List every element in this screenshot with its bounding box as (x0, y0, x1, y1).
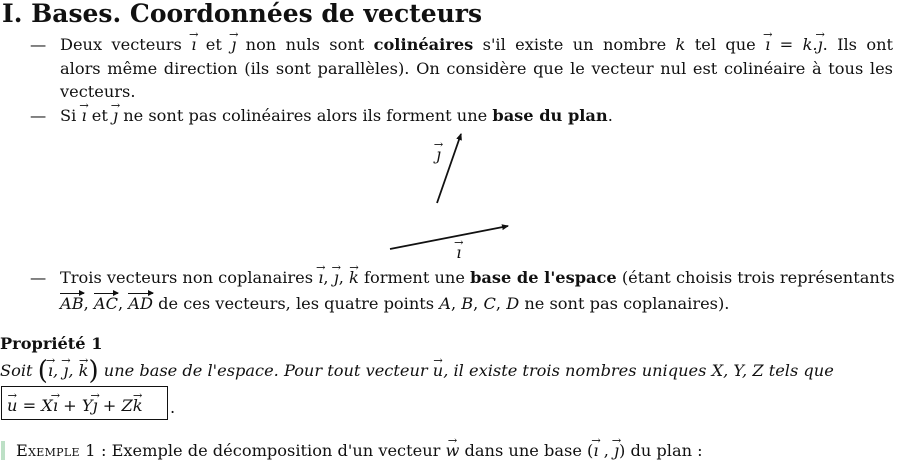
bullet-base-espace-line1: Trois vecteurs non coplanaires → ı, → ȷ, → k forment une base de l'espace (étant choisis trois représentants (60, 268, 893, 287)
vector-u: → u (433, 361, 443, 380)
section-heading (2, 0, 482, 28)
section-title: Bases. Coordonnées de vecteurs (31, 0, 483, 28)
property-title: Propriété 1 (0, 334, 103, 353)
arrow-i (390, 226, 508, 249)
vector-i: → ı (191, 35, 196, 54)
bullet-dash: — (30, 106, 47, 125)
vector-j: → ȷ (818, 35, 823, 54)
vector-k: → k (79, 361, 89, 380)
decomposition-formula: → u = X→ ı + Y→ ȷ + Z→ k (7, 396, 143, 415)
section-number: I. (2, 0, 23, 28)
vector-figure (380, 125, 520, 265)
bullet-colineaires-line1: Deux vecteurs → ı et → ȷ non nuls sont colinéaires s'il existe un nombre k tel que → ı = k.→ ȷ. Ils ont (60, 35, 893, 54)
vector-i: → ı (48, 361, 53, 380)
figure-label-i: → ı (456, 243, 461, 262)
figure-label-j: → ȷ (436, 145, 441, 164)
bullet-dash: — (30, 35, 47, 54)
vector-w: → w (446, 441, 460, 460)
term-colineaires: colinéaires (373, 35, 474, 54)
vector-i: → ı (81, 106, 86, 125)
formula-box (1, 386, 168, 420)
example-bar (1, 441, 5, 460)
property-statement: Soit (→ ı, → ȷ, → k) une base de l'espace. Pour tout vecteur → u, il existe trois nombres uniques X, Y, Z tels que (0, 356, 893, 386)
vector-AC: AC (93, 294, 118, 313)
vector-k: → k (349, 268, 359, 287)
vector-j: → ȷ (334, 268, 339, 287)
vector-j: → ȷ (63, 361, 68, 380)
bullet-base-espace-line2: AB, AC, AD de ces vecteurs, les quatre points A, B, C, D ne sont pas coplanaires). (60, 294, 730, 313)
example-label: Exemple 1 (16, 441, 96, 460)
vector-j: → ȷ (231, 35, 236, 54)
bullet-dash: — (30, 268, 47, 287)
bullet-colineaires-line3: vecteurs. (60, 82, 136, 101)
formula-dot: . (170, 398, 176, 417)
term-base-du-plan: base du plan (492, 106, 608, 125)
vector-j: → ȷ (113, 106, 118, 125)
vector-i: → ı (318, 268, 323, 287)
bullet-colineaires-line2: alors même direction (ils sont parallèles). On considère que le vecteur nul est colinéaire à tous les (60, 59, 893, 78)
example-line: Exemple 1 : Exemple de décomposition d'un vecteur → w dans une base (→ ı , → ȷ) du plan : (16, 441, 703, 460)
vector-AD: AD (128, 294, 153, 313)
term-base-espace: base de l'espace (470, 268, 617, 287)
vector-AB: AB (60, 294, 84, 313)
vector-i: → ı (765, 35, 770, 54)
bullet-base-plan: Si → ı et → ȷ ne sont pas colinéaires alors ils forment une base du plan. (60, 106, 613, 125)
